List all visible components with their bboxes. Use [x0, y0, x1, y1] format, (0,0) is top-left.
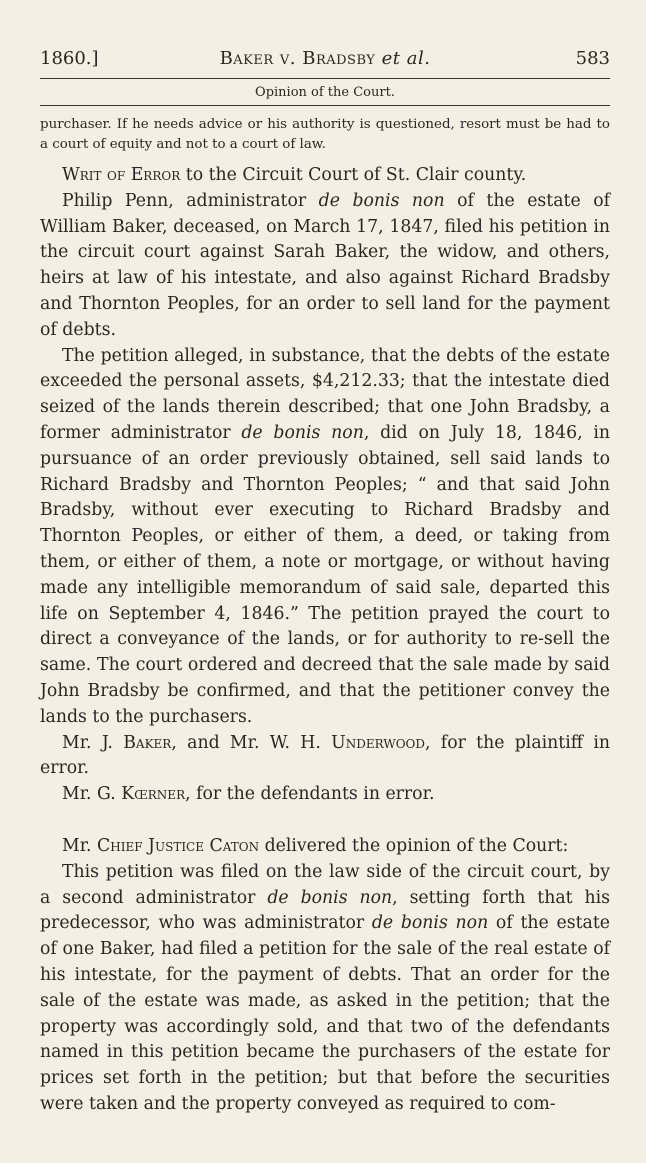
header-rule — [40, 78, 610, 79]
section-subheading: Opinion of the Court. — [255, 85, 395, 100]
text-run: Mr. J. — [62, 732, 124, 753]
text-run: This petition was filed on the law side of the circuit court, by a second administrator — [40, 861, 610, 908]
text-run: Mr. — [62, 835, 98, 856]
text-run: of the estate of one Baker, had filed a petition for the sale of the real estate of his intestate, for the payment of debts. That an order for the sale of the estate was made, as asked in the petition; that the property was accordingly sold, and that two of the defendants named in this petition became the purchasers of the estate for prices set forth in the petition; but that before the securities were taken and the property conveyed as required to com- — [40, 913, 610, 1114]
justice-name: Chief Justice Caton — [97, 835, 260, 856]
running-title — [40, 48, 610, 69]
paragraph-petition — [40, 189, 610, 344]
paragraph-allegations — [40, 344, 610, 731]
counsel-name: Kœrner — [121, 784, 186, 805]
volume-year: 1860.] — [40, 48, 99, 69]
latin-term: de bonis non — [371, 913, 489, 934]
latin-term: de bonis non — [241, 422, 364, 443]
syllabus-text: purchaser. If he needs advice or his authority is questioned, resort must be had to a court of equity and not to a court of law. — [40, 117, 610, 152]
writ-paragraph — [40, 163, 610, 189]
text-run: , setting forth that his predecessor, who was administrator — [40, 887, 611, 934]
text-run: , did on July 18, 1846, in pursuance of an order previously obtained, sell said lands to Richard Bradsby and Thornton Peoples; “ and that said John Bradsby, without ever executing to Richard Bradsby and Thornton Peoples, or either of them, a deed, or taking from them, or either of them, a note or mortgage, or without having made any intelligible memorandum of said sale, departed this life on September 4, 1846.” The petition prayed the court to direct a conveyance of the lands, or for authority to re-sell the same. The court ordered and decreed that the sale made by said John Bradsby be confirmed, and that the petitioner convey the lands to the purchasers. — [40, 422, 610, 727]
counsel-name: Underwood — [331, 732, 426, 753]
text-run: , and Mr. W. H. — [171, 732, 332, 753]
text-run: Mr. G. — [62, 784, 122, 805]
latin-term: de bonis non — [267, 887, 393, 908]
counsel-name: Baker — [123, 732, 172, 753]
text-run: delivered the opinion of the Court: — [259, 835, 569, 856]
opinion-paragraph — [40, 860, 610, 1118]
counsel-plaintiff — [40, 731, 610, 783]
text-run: , for the defendants in error. — [185, 784, 435, 805]
body-text — [40, 163, 610, 1118]
text-run: The petition alleged, in substance, that the debts of the estate exceeded the personal assets, $4,212.33; that the intestate died seized of the lands therein described; that one John Bradsby, a former administrator — [40, 345, 610, 443]
page-number: 583 — [575, 48, 610, 69]
opinion-intro — [40, 834, 610, 860]
text-run: Philip Penn, administrator — [62, 190, 319, 211]
latin-term: de bonis non — [318, 190, 445, 211]
case-name: Baker v. Bradsby — [219, 48, 376, 69]
case-name-suffix: et al. — [381, 48, 431, 69]
text-run: , for the plaintiff in error. — [40, 732, 610, 779]
text-run: of the estate of William Baker, deceased, on March 17, 1847, filed his petition in the circuit court against Sarah Baker, the widow, and others, heirs at law of his intestate, and also against Richard Bradsby and Thornton Peoples, for an order to sell land for the payment of debts. — [40, 190, 611, 340]
writ-of-error: Writ of Error — [62, 165, 181, 185]
writ-text: to the Circuit Court of St. Clair county. — [180, 165, 527, 185]
subheading-rule — [40, 105, 610, 106]
counsel-defendants — [40, 782, 610, 808]
running-header — [40, 48, 610, 78]
